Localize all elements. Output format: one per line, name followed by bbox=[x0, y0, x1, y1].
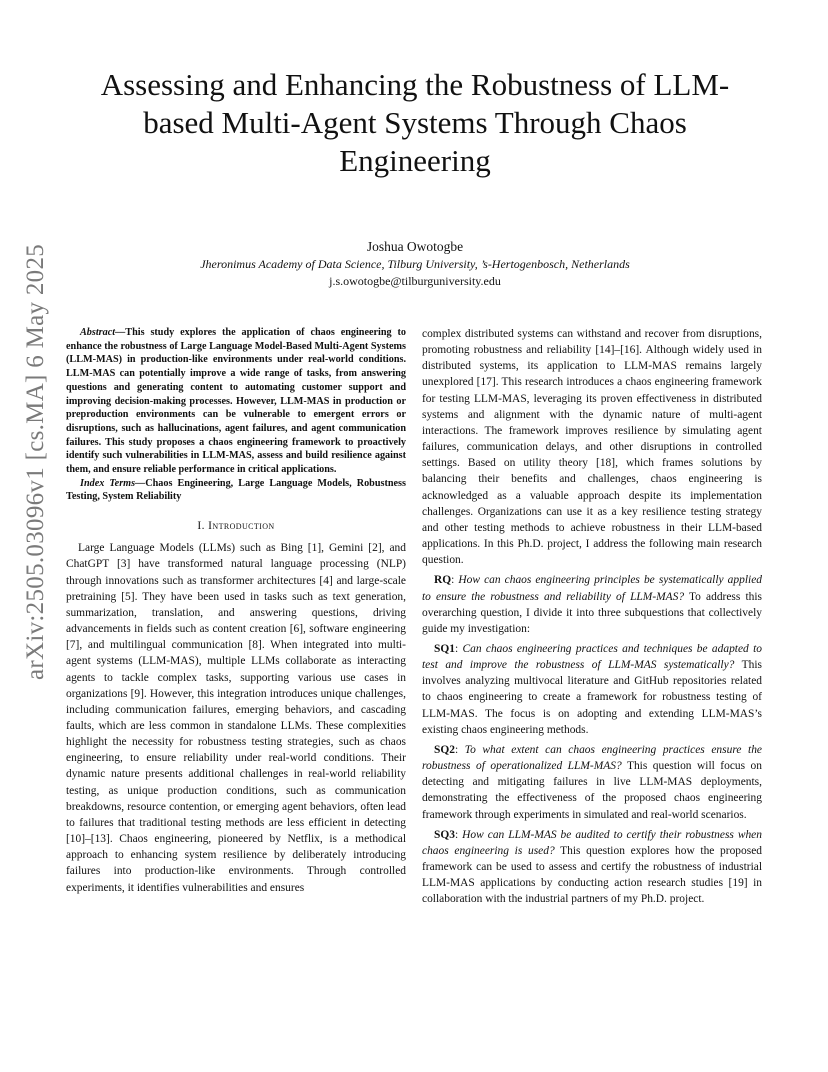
sq3-label: SQ3 bbox=[434, 828, 455, 841]
abstract-label: Abstract— bbox=[80, 327, 126, 338]
author-name: Joshua Owotogbe bbox=[366, 239, 464, 254]
paper-title: Assessing and Enhancing the Robustness of LLM-based Multi-Agent Systems Through Chaos Engineering bbox=[100, 67, 730, 178]
index-terms bbox=[66, 477, 406, 504]
sq2-label: SQ2 bbox=[434, 743, 455, 756]
right-column bbox=[422, 326, 762, 907]
subquestion-2: SQ2: To what extent can chaos engineering practices ensure the robustness of operationalized LLM-MAS? This question will focus on detecting and mitigating failures in live LLM-MAS deployments, demonstrating the effectiveness of the proposed chaos engineering framework through experiments in simulated and real-world scenarios. bbox=[422, 743, 762, 821]
sq1-label: SQ1 bbox=[434, 642, 455, 655]
author-email: j.s.owotogbe@tilburguniversity.edu bbox=[329, 274, 501, 288]
author-affiliation: Jheronimus Academy of Data Science, Tilburg University, ’s-Hertogenbosch, Netherlands bbox=[200, 257, 630, 271]
sq1-question: Can chaos engineering practices and techniques be adapted to test and improve the robustness of LLM-MAS systematically? bbox=[422, 642, 762, 672]
abstract bbox=[66, 326, 406, 477]
rq-text: To address this overarching question, I divide it into three subquestions that collectively guide my investigation: bbox=[422, 590, 762, 635]
index-terms-label: Index Terms— bbox=[80, 477, 146, 489]
author-block bbox=[70, 238, 760, 290]
main-research-question: RQ: How can chaos engineering principles be systematically applied to ensure the robustness and reliability of LLM-MAS? To address this overarching question, I divide it into three subquestions that collectively guide my investigation: bbox=[422, 574, 762, 635]
left-column bbox=[66, 326, 406, 896]
sq3-text: This question explores how the proposed framework can be used to assess and certify the robustness of industrial LLM-MAS applications by conducting action research studies [19] in collaboration with the industrial partners of my Ph.D. project. bbox=[422, 844, 762, 906]
continuation-paragraph: complex distributed systems can withstand and recover from disruptions, promoting robustness and reliability [14]–[16]. Although widely used in distributed systems, its application to LLM-MAS remains largely unexplored [17]. This research introduces a chaos engineering framework for testing LLM-MAS, leveraging its proven effectiveness in distributed systems and alignment with the dynamic nature of multi-agent interactions. The framework improves resilience by simulating agent failures, communication delays, and other disruptions in controlled settings. Based on utility theory [18], which frames solutions by balancing their benefits and challenges, chaos engineering is acknowledged as a valuable approach despite its implementation challenges. Organizations can use it as a key resilience testing strategy and other testing methods to achieve robustness in their LLM-based applications. In this Ph.D. project, I address the following main research question. bbox=[422, 328, 762, 567]
subquestion-1: SQ1: Can chaos engineering practices and techniques be adapted to test and improve the robustness of LLM-MAS systematically? This involves analyzing multivocal literature and GitHub repositories related to chaos engineering to create a framework for robustness testing of LLM-MAS. The focus is on adopting and extending LLM-MAS’s existing chaos engineering methods. bbox=[422, 642, 762, 736]
subquestion-3: SQ3: How can LLM-MAS be audited to certify their robustness when chaos engineering is used? This question explores how the proposed framework can be used to assess and certify the robustness of industrial LLM-MAS applications by conducting action research studies [19] in collaboration with the industrial partners of my Ph.D. project. bbox=[422, 828, 762, 906]
rq-label: RQ bbox=[434, 574, 452, 587]
sq1-text: This involves analyzing multivocal literature and GitHub repositories related to chaos engineering to create a framework for robustness testing of LLM-MAS. The focus is on adopting and extending LLM-MAS’s existing chaos engineering methods. bbox=[422, 659, 762, 736]
sq3-question: How can LLM-MAS be audited to certify their robustness when chaos engineering is used? bbox=[422, 828, 762, 857]
arxiv-identifier-text: arXiv:2505.03096v1 [cs.MA] 6 May 2025 bbox=[22, 243, 49, 680]
index-terms-text: Chaos Engineering, Large Language Models, Robustness Testing, System Reliability bbox=[66, 477, 406, 503]
abstract-text: This study explores the application of chaos engineering to enhance the robustness of Large Language Model-Based Multi-Agent Systems (LLM-MAS) in production-like environments under real-world conditions. LLM-MAS can potentially improve a wide range of tasks, from answering questions and generating content to automating customer support and improving decision-making processes. However, LLM-MAS in production or preproduction environments can be vulnerable to emergent errors or disruptions, such as hallucinations, agent failures, and agent communication failures. This study proposes a chaos engineering framework to proactively identify such vulnerabilities in LLM-MAS, assess and build resilience against them, and ensure reliable performance in critical applications. bbox=[66, 327, 406, 476]
rq-question: How can chaos engineering principles be systematically applied to ensure the robustness and reliability of LLM-MAS? bbox=[422, 574, 762, 603]
arxiv-identifier-stamp bbox=[14, 243, 56, 680]
sq2-text: This question will focus on detecting and mitigating failures in live LLM-MAS deployments, demonstrating the effectiveness of the proposed chaos engineering framework through experiments in simulated and real-world scenarios. bbox=[422, 760, 762, 821]
section-heading-introduction: I. Introduction bbox=[197, 520, 275, 533]
introduction-paragraph: Large Language Models (LLMs) such as Bing [1], Gemini [2], and ChatGPT [3] have transformed natural language processing (NLP) through innovations such as transformer architectures [4] and large-scale pretraining [5]. They have been used in tasks such as text generation, summarization, translation, and answering questions, driving advancements in fields such as content creation [6], software engineering [7], and multilingual communication [8]. When integrated into multi-agent systems (LLM-MAS), multiple LLMs collaborate as interacting agents to tackle complex tasks, supporting various use cases in organizations [9]. However, this integration introduces unique challenges, including communication failures, emerging behaviors, and cascading faults, which are less common in standalone LLMs. These complexities highlight the necessity for robustness testing strategies, such as chaos engineering, to ensure reliability under real-world conditions. Their dynamic nature presents additional challenges in real-world reliability testing, as unique production conditions, such as communication breakdowns, resource contention, or emerging agent behaviors, often lead to failures that traditional testing methods are less efficient in detecting [10]–[13]. Chaos engineering, pioneered by Netflix, is a methodical approach to enhancing system resilience by deliberately introducing failures into production-like environments. Through controlled experiments, it identifies vulnerabilities and ensures bbox=[66, 542, 406, 894]
sq2-question: To what extent can chaos engineering practices ensure the robustness of operationalized LLM-MAS? bbox=[422, 743, 762, 773]
